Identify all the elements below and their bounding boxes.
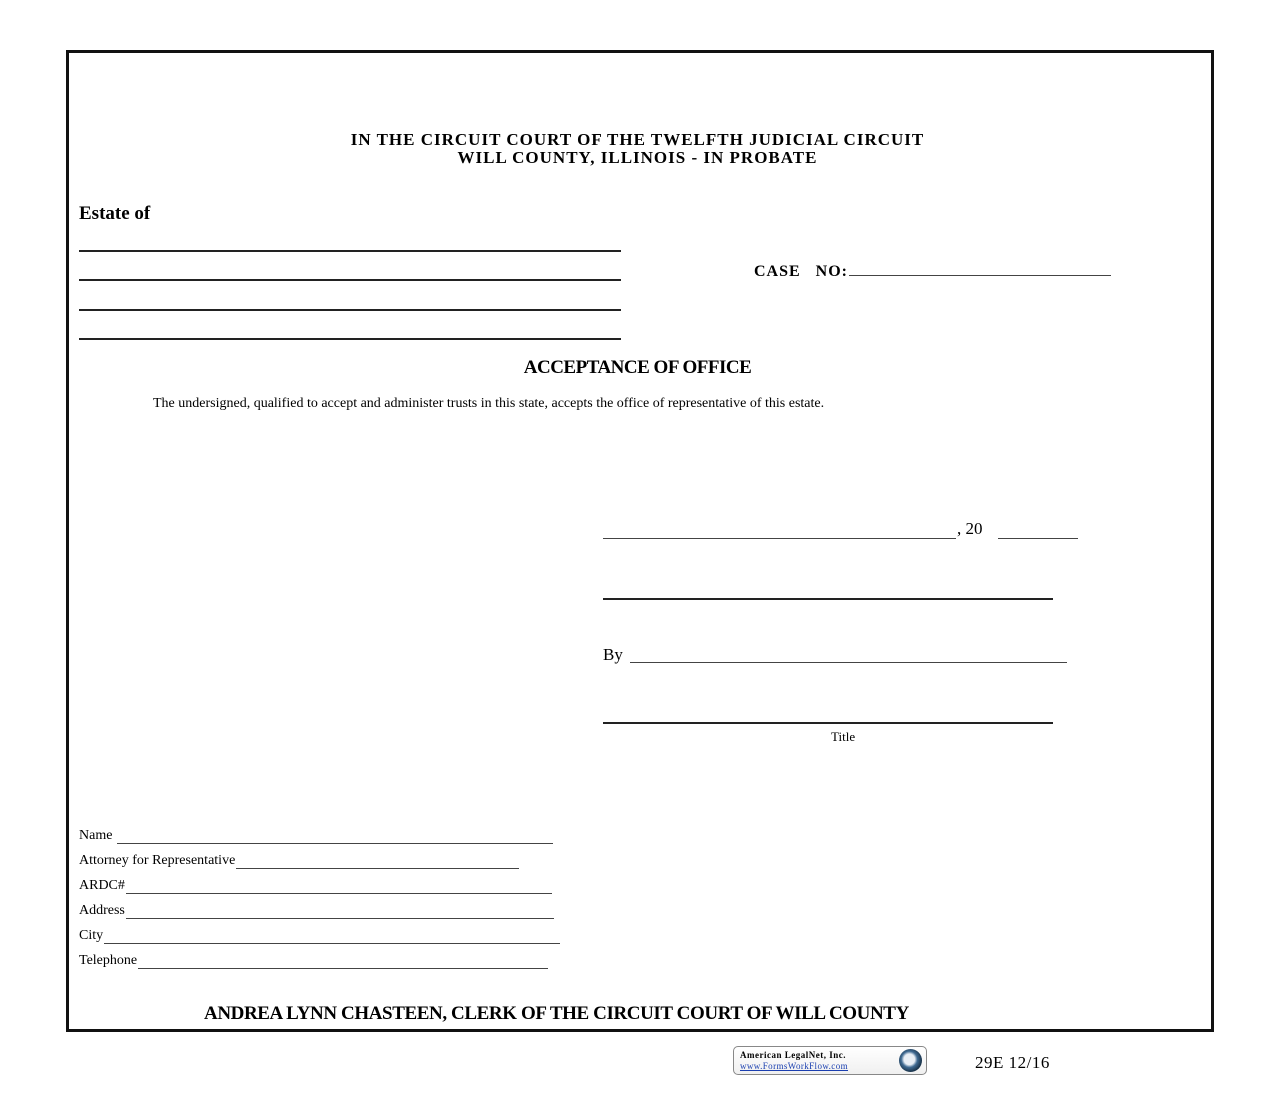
city-row [79, 928, 560, 944]
court-heading-line-2: WILL COUNTY, ILLINOIS - IN PROBATE [457, 148, 818, 167]
ardc-row [79, 878, 552, 894]
city-field[interactable] [104, 931, 560, 944]
date-field[interactable] [603, 538, 956, 539]
telephone-label: Telephone [79, 953, 138, 968]
year-prefix: , 20 [957, 519, 983, 538]
address-label: Address [79, 903, 125, 918]
telephone-field[interactable] [138, 956, 548, 969]
address-field[interactable] [126, 906, 554, 919]
attorney-for-field[interactable] [236, 856, 519, 869]
estate-name-line-2[interactable] [79, 279, 621, 281]
ardc-label: ARDC# [79, 878, 125, 893]
city-label: City [79, 928, 104, 943]
by-field[interactable] [630, 662, 1067, 663]
estate-name-line-3[interactable] [79, 309, 621, 311]
form-title: ACCEPTANCE OF OFFICE [523, 357, 752, 378]
address-row [79, 903, 554, 919]
case-number [754, 261, 1111, 281]
court-heading-line-1: IN THE CIRCUIT COURT OF THE TWELFTH JUDICIAL CIRCUIT [350, 130, 925, 149]
attorney-for-label: Attorney for Representative [79, 853, 236, 868]
case-number-label: CASE NO: [754, 263, 849, 280]
year-field[interactable] [998, 538, 1078, 539]
clerk-line: ANDREA LYNN CHASTEEN, CLERK OF THE CIRCUIT COURT OF WILL COUNTY [204, 1003, 909, 1024]
case-number-field[interactable] [849, 261, 1111, 276]
attorney-for-row [79, 853, 519, 869]
estate-of-label: Estate of [79, 203, 151, 224]
form-number: 29E 12/16 [975, 1053, 1050, 1072]
title-caption: Title [831, 729, 856, 744]
globe-logo-icon [899, 1049, 922, 1072]
publisher-url-link[interactable]: www.FormsWorkFlow.com [740, 1061, 849, 1071]
telephone-row [79, 953, 548, 969]
title-field[interactable] [603, 722, 1053, 724]
estate-name-line-4[interactable] [79, 338, 621, 340]
attorney-name-field[interactable] [117, 831, 553, 844]
ardc-field[interactable] [126, 881, 552, 894]
attorney-name-label: Name [79, 828, 116, 843]
acceptance-statement: The undersigned, qualified to accept and administer trusts in this state, accepts the office of representative of this estate. [153, 396, 825, 411]
attorney-name-row [79, 828, 553, 844]
estate-name-line-1[interactable] [79, 250, 621, 252]
publisher-name: American LegalNet, Inc. [740, 1050, 846, 1060]
publisher-badge[interactable] [733, 1046, 927, 1075]
signature-line[interactable] [603, 598, 1053, 600]
by-label: By [603, 645, 623, 664]
